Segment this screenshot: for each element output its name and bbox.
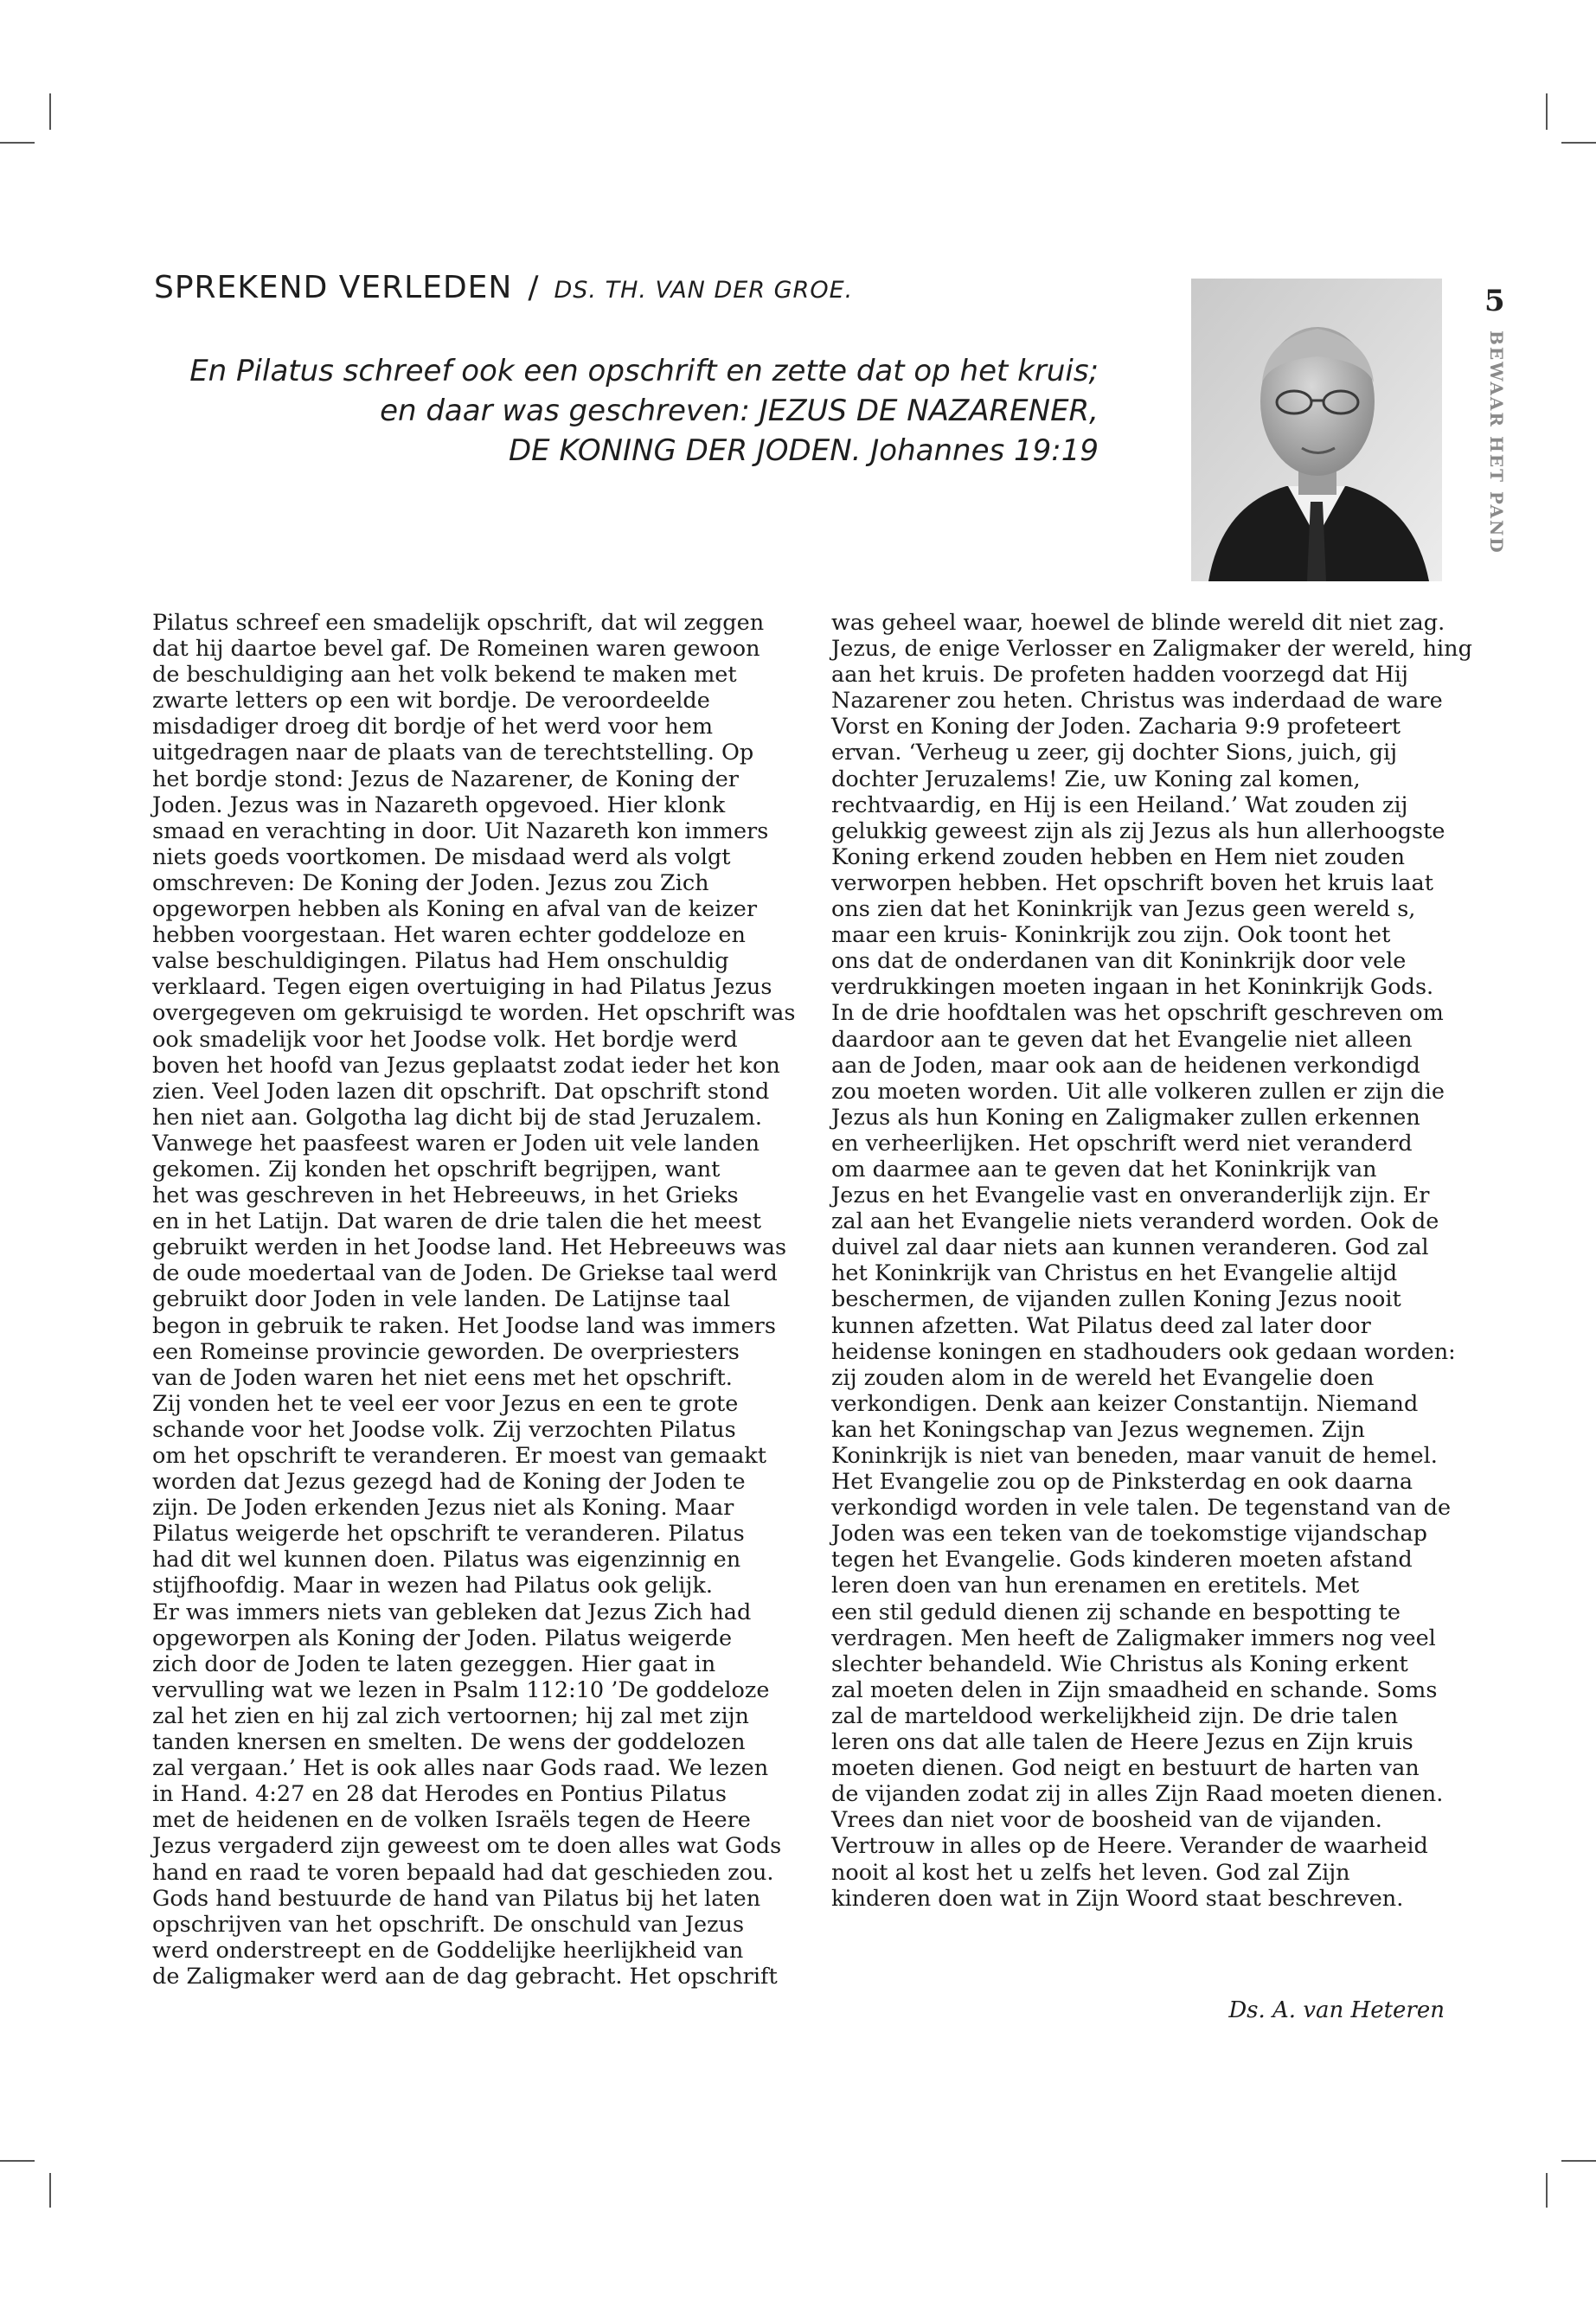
text-line: nooit al kost het u zelfs het leven. God zal Zijn [831, 1859, 1350, 1886]
text-line: Jezus, de enige Verlosser en Zaligmaker der wereld, hing [831, 636, 1472, 663]
quote-line: DE KONING DER JODEN. Johannes 19:19 [509, 433, 1099, 468]
text-line: dochter Jeruzalems! Zie, uw Koning zal komen, [831, 766, 1361, 792]
text-line: ook smadelijk voor het Joodse volk. Het bordje werd [152, 1026, 738, 1053]
text-line: verdrukkingen moeten ingaan in het Koninkrijk Gods. [831, 974, 1434, 1001]
text-line: schande voor het Joodse volk. Zij verzochten Pilatus [152, 1416, 736, 1443]
text-line: zijn. De Joden erkenden Jezus niet als Koning. Maar [152, 1495, 734, 1522]
text-line: moeten dienen. God neigt en bestuurt de harten van [831, 1755, 1420, 1782]
text-line: verworpen hebben. Het opschrift boven het kruis laat [831, 869, 1433, 896]
text-line: had dit wel kunnen doen. Pilatus was eigenzinnig en [152, 1547, 741, 1574]
text-line: zal aan het Evangelie niets veranderd worden. Ook de [831, 1208, 1439, 1235]
text-line: niets goeds voortkomen. De misdaad werd als volgt [152, 843, 731, 870]
text-line: Vertrouw in alles op de Heere. Verander de waarheid [831, 1833, 1428, 1860]
text-line: Vorst en Koning der Joden. Zacharia 9:9 profeteert [831, 714, 1401, 740]
text-line: Nazarener zou heten. Christus was inderdaad de ware [831, 688, 1443, 715]
text-line: Pilatus schreef een smadelijk opschrift, dat wil zeggen [152, 610, 765, 636]
text-line: Jezus vergaderd zijn geweest om te doen alles wat Gods [152, 1833, 782, 1860]
text-line: rechtvaardig, en Hij is een Heiland.’ Wat zouden zij [831, 792, 1408, 818]
text-line: Koning erkend zouden hebben en Hem niet zouden [831, 843, 1406, 870]
author-portrait-photo [1191, 279, 1442, 581]
text-line: Er was immers niets van gebleken dat Jezus Zich had [152, 1599, 752, 1625]
text-line: omschreven: De Koning der Joden. Jezus zou Zich [152, 869, 709, 896]
text-line: worden dat Jezus gezegd had de Koning der Joden te [152, 1469, 746, 1496]
crop-mark-top-right-horizontal [1561, 142, 1596, 144]
text-line: Joden was een teken van de toekomstige vijandschap [831, 1521, 1427, 1548]
text-line: Joden. Jezus was in Nazareth opgevoed. Hier klonk [152, 792, 726, 818]
text-line: Koninkrijk is niet van beneden, maar vanuit de hemel. [831, 1443, 1438, 1469]
text-line: Pilatus weigerde het opschrift te veranderen. Pilatus [152, 1521, 745, 1548]
crop-mark-bottom-left-vertical [49, 2173, 51, 2208]
header-author: DS. TH. VAN DER GROE. [554, 277, 854, 304]
text-line: kan het Koningschap van Jezus wegnemen. Zijn [831, 1416, 1365, 1443]
text-line: werd onderstreept en de Goddelijke heerlijkheid van [152, 1937, 744, 1964]
text-line: de oude moedertaal van de Joden. De Griekse taal werd [152, 1260, 778, 1287]
text-line: vervulling wat we lezen in Psalm 112:10 ’De goddeloze [152, 1676, 770, 1703]
text-line: maar een kruis- Koninkrijk zou zijn. Ook toont het [831, 922, 1391, 949]
header-separator: / [528, 270, 539, 305]
text-line: stijfhoofdig. Maar in wezen had Pilatus ook gelijk. [152, 1573, 713, 1599]
text-line: tegen het Evangelie. Gods kinderen moeten afstand [831, 1547, 1413, 1574]
text-line: ervan. ‘Verheug u zeer, gij dochter Sions, juich, gij [831, 740, 1398, 766]
text-line: hand en raad te voren bepaald had dat geschieden zou. [152, 1859, 774, 1886]
text-line: gebruikt werden in het Joodse land. Het Hebreeuws was [152, 1234, 787, 1261]
text-line: zal moeten delen in Zijn smaadheid en schande. Soms [831, 1676, 1438, 1703]
text-line: Jezus als hun Koning en Zaligmaker zullen erkennen [831, 1104, 1420, 1131]
text-line: overgegeven om gekruisigd te worden. Het opschrift was [152, 1000, 796, 1027]
text-line: leren ons dat alle talen de Heere Jezus en Zijn kruis [831, 1729, 1413, 1756]
article-signature: Ds. A. van Heteren [1228, 1997, 1445, 2023]
running-title: BEWAAR HET PAND [1486, 330, 1507, 554]
text-line: zou moeten worden. Uit alle volkeren zullen er zijn die [831, 1078, 1445, 1105]
text-line: beschermen, de vijanden zullen Koning Jezus nooit [831, 1286, 1401, 1313]
text-line: zwarte letters op een wit bordje. De veroordeelde [152, 688, 710, 715]
text-line: gebruikt door Joden in vele landen. De Latijnse taal [152, 1286, 731, 1313]
text-line: Jezus en het Evangelie vast en onveranderlijk zijn. Er [831, 1183, 1430, 1209]
text-line: van de Joden waren het niet eens met het opschrift. [152, 1364, 733, 1391]
text-line: daardoor aan te geven dat het Evangelie niet alleen [831, 1026, 1413, 1053]
crop-mark-top-right-vertical [1546, 93, 1548, 130]
text-line: en in het Latijn. Dat waren de drie talen die het meest [152, 1208, 761, 1235]
text-line: slechter behandeld. Wie Christus als Koning erkent [831, 1650, 1408, 1677]
text-line: aan de Joden, maar ook aan de heidenen verkondigd [831, 1052, 1420, 1079]
crop-mark-bottom-left-horizontal [0, 2160, 35, 2162]
text-line: een Romeinse provincie geworden. De overpriesters [152, 1338, 740, 1365]
text-line: Vanwege het paasfeest waren er Joden uit vele landen [152, 1130, 760, 1157]
text-line: gekomen. Zij konden het opschrift begrijpen, want [152, 1156, 721, 1183]
text-line: in Hand. 4:27 en 28 dat Herodes en Pontius Pilatus [152, 1781, 727, 1808]
crop-mark-bottom-right-horizontal [1561, 2160, 1596, 2162]
crop-mark-bottom-right-vertical [1546, 2173, 1548, 2208]
text-line: boven het hoofd van Jezus geplaatst zodat ieder het kon [152, 1052, 780, 1079]
text-line: Gods hand bestuurde de hand van Pilatus bij het laten [152, 1885, 761, 1912]
text-line: verkondigen. Denk aan keizer Constantijn. Niemand [831, 1390, 1419, 1417]
text-line: hebben voorgestaan. Het waren echter goddeloze en [152, 922, 746, 949]
text-line: aan het kruis. De profeten hadden voorzegd dat Hij [831, 662, 1408, 689]
text-line: Het Evangelie zou op de Pinksterdag en ook daarna [831, 1469, 1413, 1496]
text-line: valse beschuldigingen. Pilatus had Hem onschuldig [152, 948, 729, 975]
text-line: zij zouden alom in de wereld het Evangelie doen [831, 1364, 1375, 1391]
text-line: In de drie hoofdtalen was het opschrift geschreven om [831, 1000, 1444, 1027]
text-line: zal vergaan.’ Het is ook alles naar Gods raad. We lezen [152, 1755, 769, 1782]
text-line: opgeworpen hebben als Koning en afval van de keizer [152, 896, 758, 923]
series-title: SPREKEND VERLEDEN [154, 270, 513, 305]
text-line: misdadiger droeg dit bordje of het werd voor hem [152, 714, 714, 740]
article-column-left [152, 610, 796, 1990]
text-line: opgeworpen als Koning der Joden. Pilatus weigerde [152, 1625, 733, 1651]
article-header [154, 270, 853, 305]
text-line: de vijanden zodat zij in alles Zijn Raad moeten dienen. [831, 1781, 1444, 1808]
text-line: het Koninkrijk van Christus en het Evangelie altijd [831, 1260, 1398, 1287]
crop-mark-top-left-vertical [49, 93, 51, 130]
text-line: smaad en verachting in door. Uit Nazareth kon immers [152, 817, 769, 844]
crop-mark-top-left-horizontal [0, 142, 35, 144]
text-line: de Zaligmaker werd aan de dag gebracht. Het opschrift [152, 1963, 778, 1990]
text-line: leren doen van hun erenamen en eretitels. Met [831, 1573, 1360, 1599]
article-column-right [831, 610, 1472, 1912]
text-line: verkondigd worden in vele talen. De tegenstand van de [831, 1495, 1452, 1522]
text-line: een stil geduld dienen zij schande en bespotting te [831, 1599, 1401, 1625]
quote-line: En Pilatus schreef ook een opschrift en zette dat op het kruis; [189, 354, 1099, 388]
text-line: gelukkig geweest zijn als zij Jezus als hun allerhoogste [831, 817, 1445, 844]
text-line: verklaard. Tegen eigen overtuiging in had Pilatus Jezus [152, 974, 772, 1001]
text-line: begon in gebruik te raken. Het Joodse land was immers [152, 1312, 776, 1339]
text-line: het was geschreven in het Hebreeuws, in het Grieks [152, 1183, 739, 1209]
text-line: kunnen afzetten. Wat Pilatus deed zal later door [831, 1312, 1371, 1339]
text-line: met de heidenen en de volken Israëls tegen de Heere [152, 1807, 751, 1834]
text-line: was geheel waar, hoewel de blinde wereld dit niet zag. [831, 610, 1445, 636]
text-line: het bordje stond: Jezus de Nazarener, de Koning der [152, 766, 739, 792]
text-line: om het opschrift te veranderen. Er moest van gemaakt [152, 1443, 767, 1469]
text-line: opschrijven van het opschrift. De onschuld van Jezus [152, 1911, 745, 1938]
text-line: de beschuldiging aan het volk bekend te maken met [152, 662, 737, 689]
text-line: heidense koningen en stadhouders ook gedaan worden: [831, 1338, 1456, 1365]
text-line: verdragen. Men heeft de Zaligmaker immers nog veel [831, 1625, 1436, 1651]
text-line: uitgedragen naar de plaats van de terechtstelling. Op [152, 740, 754, 766]
text-line: tanden knersen en smelten. De wens der goddelozen [152, 1729, 746, 1756]
text-line: dat hij daartoe bevel gaf. De Romeinen waren gewoon [152, 636, 760, 663]
text-line: zien. Veel Joden lazen dit opschrift. Dat opschrift stond [152, 1078, 770, 1105]
text-line: Vrees dan niet voor de boosheid van de vijanden. [831, 1807, 1382, 1834]
quote-line: en daar was geschreven: JEZUS DE NAZARENER, [380, 394, 1099, 428]
text-line: kinderen doen wat in Zijn Woord staat beschreven. [831, 1885, 1404, 1912]
text-line: en verheerlijken. Het opschrift werd niet veranderd [831, 1130, 1413, 1157]
text-line: duivel zal daar niets aan kunnen veranderen. God zal [831, 1234, 1429, 1261]
scripture-quote [147, 351, 1099, 471]
text-line: zich door de Joden te laten gezeggen. Hier gaat in [152, 1650, 716, 1677]
text-line: zal het zien en hij zal zich vertoornen; hij zal met zijn [152, 1702, 749, 1729]
text-line: ons zien dat het Koninkrijk van Jezus geen wereld s, [831, 896, 1416, 923]
page-number: 5 [1484, 284, 1505, 318]
text-line: zal de marteldood werkelijkheid zijn. De drie talen [831, 1702, 1399, 1729]
text-line: Zij vonden het te veel eer voor Jezus en een te grote [152, 1390, 739, 1417]
text-line: ons dat de onderdanen van dit Koninkrijk door vele [831, 948, 1407, 975]
text-line: om daarmee aan te geven dat het Koninkrijk van [831, 1156, 1377, 1183]
text-line: hen niet aan. Golgotha lag dicht bij de stad Jeruzalem. [152, 1104, 763, 1131]
